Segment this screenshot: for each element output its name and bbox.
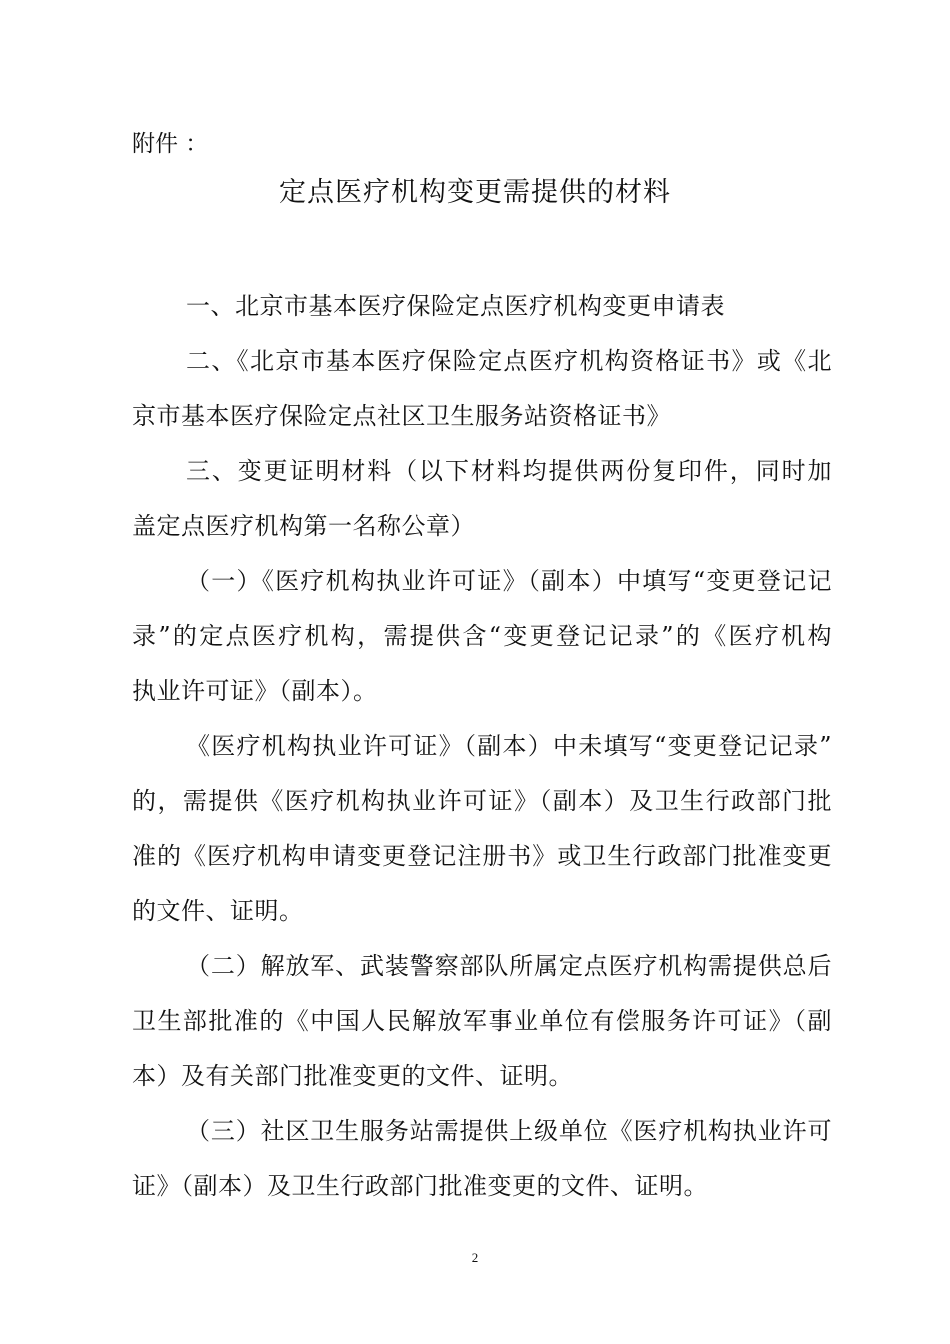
sub-1-line-1: （一）《医疗机构执业许可证》（副本）中填写“变更登记记	[186, 567, 832, 595]
sub-1b-line-1: 《医疗机构执业许可证》（副本）中未填写“变更登记记录”	[186, 732, 832, 760]
sub-1b-line-4: 的文件、证明。	[132, 897, 304, 925]
item-3-line-1: 三、变更证明材料（以下材料均提供两份复印件，同时加	[186, 457, 832, 485]
sub-3-line-2: 证》（副本）及卫生行政部门批准变更的文件、证明。	[132, 1172, 708, 1200]
page-number: 2	[471, 1250, 479, 1265]
sub-2-line-1: （二）解放军、武装警察部队所属定点医疗机构需提供总后	[186, 952, 832, 980]
sub-1b-line-3: 准的《医疗机构申请变更登记注册书》或卫生行政部门批准变更	[132, 842, 832, 870]
sub-1-line-3: 执业许可证》（副本）。	[132, 677, 378, 705]
sub-1b-line-2: 的，需提供《医疗机构执业许可证》（副本）及卫生行政部门批	[132, 787, 832, 815]
sub-2-line-2: 卫生部批准的《中国人民解放军事业单位有偿服务许可证》（副	[132, 1007, 832, 1035]
sub-2-line-3: 本）及有关部门批准变更的文件、证明。	[132, 1062, 573, 1090]
sub-3-line-1: （三）社区卫生服务站需提供上级单位《医疗机构执业许可	[186, 1117, 832, 1145]
document-title: 定点医疗机构变更需提供的材料	[279, 177, 671, 208]
item-3-line-2: 盖定点医疗机构第一名称公章）	[132, 512, 475, 540]
sub-1-line-2: 录”的定点医疗机构，需提供含“变更登记记录”的《医疗机构	[132, 622, 832, 650]
item-1: 一、北京市基本医疗保险定点医疗机构变更申请表	[186, 292, 725, 320]
item-2-line-1: 二、《北京市基本医疗保险定点医疗机构资格证书》或《北	[186, 347, 832, 375]
attachment-label: 附件 ：	[132, 131, 209, 157]
item-2-line-2: 京市基本医疗保险定点社区卫生服务站资格证书》	[132, 402, 671, 430]
